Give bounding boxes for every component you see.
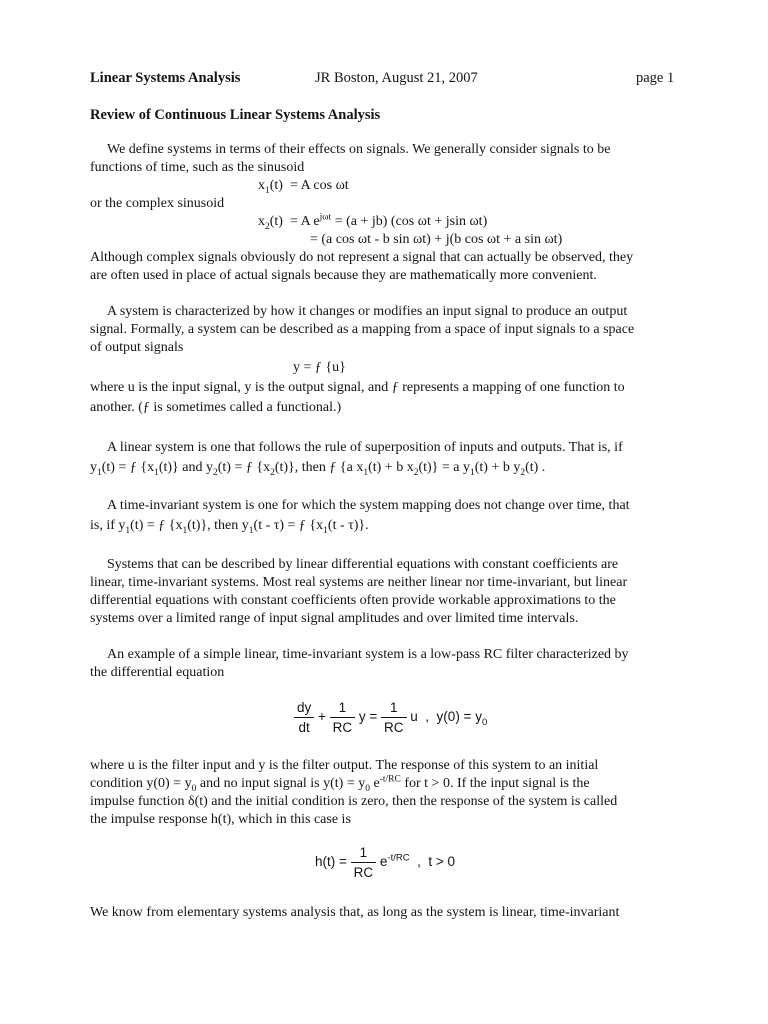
equation-x1: $x_1(t) = A$ cos ωt [258,178,349,196]
p2-line-2: signal. Formally, a system can be described as a mapping from a space of input signals to a space [90,322,635,337]
p1-line-1: We define systems in terms of their effects on signals. We generally consider signals to be [107,142,611,157]
p2-line-3: of output signals [90,340,184,355]
equation-mapping: y = ƒ {u} [293,360,346,375]
p1-line-4: Although complex signals obviously do not represent a signal that can actually be observed, they [90,250,634,265]
p5-line-3: differential equations with constant coefficients often provide workable approximations to the [90,593,616,608]
p8-line-1: We know from elementary systems analysis that, as long as the system is linear, time-invariant [90,905,620,920]
p2-line-1: A system is characterized by how it changes or modifies an input signal to produce an output [107,304,628,319]
p3-line-2: $y_1(t)$ = ƒ $\{x_1(t)\}$ and $y_2(t)$ = ƒ $\{x_2(t)\}$, then ƒ {a $x_1(t) + b$ $x_2(t)\} = a$ $y_1(t) + b$ $y_2(t)$ . [90,460,546,478]
p2-line-5: another. (ƒ is sometimes called a functional.) [90,400,342,415]
p7-line-1: where u is the filter input and y is the filter output. The response of this system to an initial [90,758,599,773]
p5-line-1: Systems that can be described by linear differential equations with constant coefficients are [107,557,619,572]
p5-line-4: systems over a limited range of input signal amplitudes and over limited time intervals. [90,611,579,626]
p1-line-3: or the complex sinusoid [90,196,225,211]
header-course: Linear Systems Analysis [90,70,241,86]
equation-x2-expanded: = (a cos ωt - b sin ωt) + j(b cos ωt + a sin ωt) [310,232,563,247]
p6-line-2: the differential equation [90,665,225,680]
impulse-response-equation: h(t) = $\frac{1}{RC}$ $e^{-t/RC}$ , t > 0 [315,845,455,880]
p7-line-3: impulse function δ(t) and the initial condition is zero, then the response of the system is called [90,794,618,809]
p6-line-1: An example of a simple linear, time-invariant system is a low-pass RC filter characterized by [107,647,629,662]
header-page-number: page 1 [636,70,675,86]
p2-line-4: where u is the input signal, y is the output signal, and ƒ represents a mapping of one function to [90,380,625,395]
p7-line-2: condition $y(0) = y_0$ and no input signal is $y(t) = y_0$ $e^{-t/RC}$ for t > 0. If the input signal is the [90,774,590,794]
section-title: Review of Continuous Linear Systems Analysis [90,107,381,123]
p1-line-2: functions of time, such as the sinusoid [90,160,305,175]
p1-line-5: are often used in place of actual signals because they are mathematically more convenient. [90,268,597,283]
header-author-date: JR Boston, August 21, 2007 [315,70,478,86]
p3-line-1: A linear system is one that follows the rule of superposition of inputs and outputs. That is, if [107,440,623,455]
equation-x2: $x_2(t) = A$ $e^{j\omega t} = (a + jb)$ (cos ωt + jsin ωt) [258,212,488,232]
p5-line-2: linear, time-invariant systems. Most real systems are neither linear nor time-invariant, but linear [90,575,628,590]
p4-line-2: is, if $y_1(t)$ = ƒ $\{x_1(t)\}$, then $y_1(t - \tau)$ = ƒ $\{x_1(t - \tau)\}$. [90,518,369,536]
p7-line-4: the impulse response h(t), which in this case is [90,812,351,827]
differential-equation: $\frac{dy}{dt}$ + $\frac{1}{RC}$ y = $\frac{1}{RC}$ u , $y(0) = y_0$ [294,700,487,735]
p4-line-1: A time-invariant system is one for which the system mapping does not change over time, that [107,498,630,513]
